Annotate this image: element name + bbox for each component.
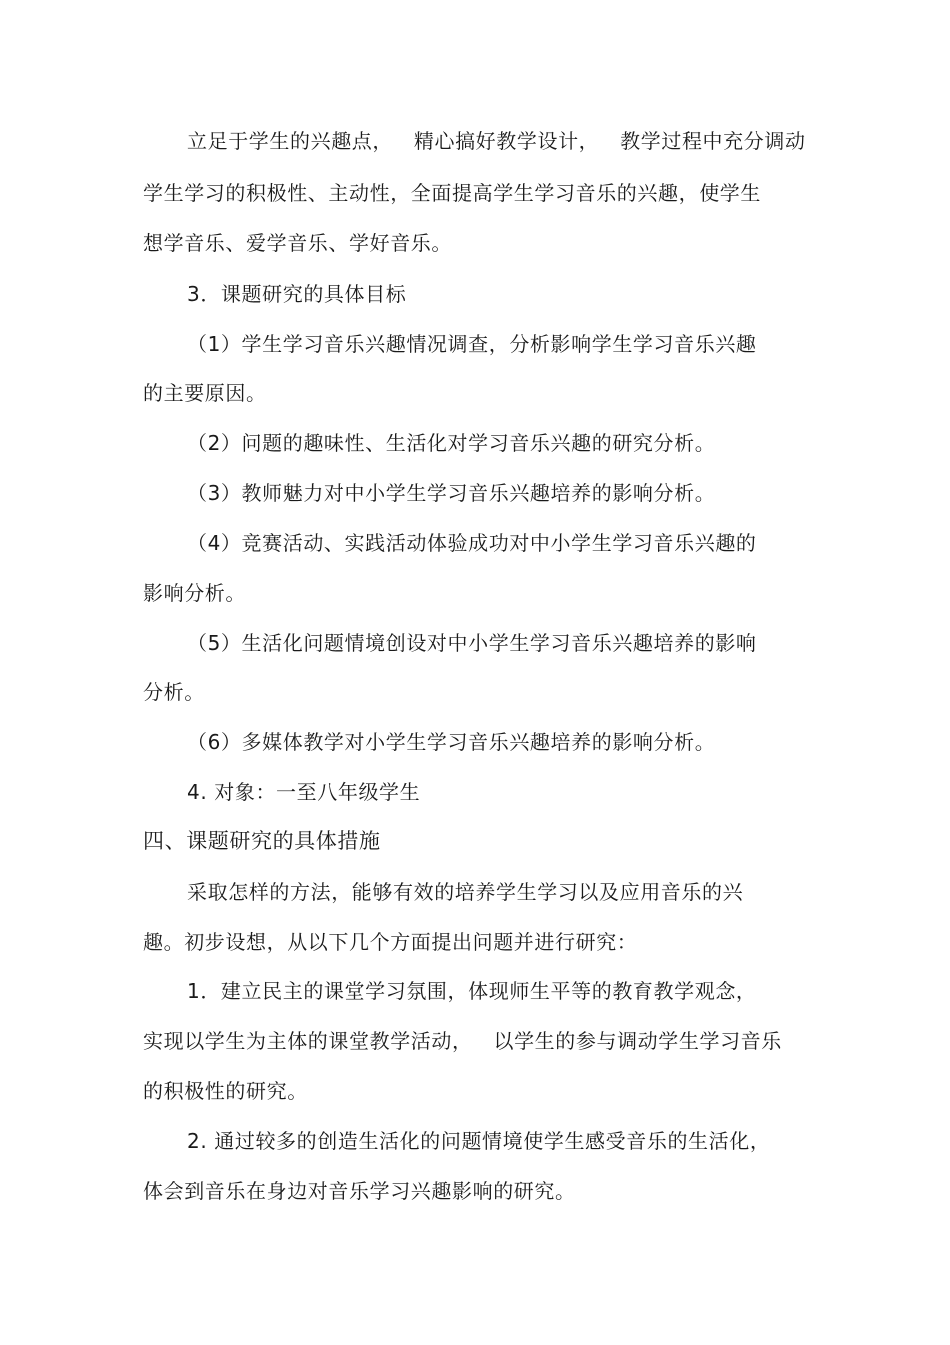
paragraph-line: 1．建立民主的课堂学习氛围，体现师生平等的教育教学观念，: [187, 979, 757, 1003]
list-item-line: （3）教师魅力对中小学生学习音乐兴趣培养的影响分析。: [187, 481, 716, 505]
list-item-line: （2）问题的趣味性、生活化对学习音乐兴趣的研究分析。: [187, 431, 716, 455]
paragraph-line: 想学音乐、爱学音乐、学好音乐。: [143, 231, 452, 255]
paragraph-line: 采取怎样的方法，能够有效的培养学生学习以及应用音乐的兴: [187, 880, 744, 904]
list-item-line: 影响分析。: [143, 581, 246, 605]
paragraph-line: 的积极性的研究。: [143, 1079, 308, 1103]
list-item-line: 的主要原因。: [143, 381, 267, 405]
paragraph-line: 学生学习的积极性、主动性，全面提高学生学习音乐的兴趣，使学生: [143, 181, 761, 205]
list-item-line: 分析。: [143, 680, 205, 704]
list-item-line: （6）多媒体教学对小学生学习音乐兴趣培养的影响分析。: [187, 730, 716, 754]
paragraph-line: 立足于学生的兴趣点， 精心搞好教学设计， 教学过程中充分调动: [187, 129, 806, 153]
section-subheading: 3．课题研究的具体目标: [187, 282, 407, 306]
section-subheading: 4. 对象：一至八年级学生: [187, 780, 421, 804]
paragraph-line: 趣。初步设想，从以下几个方面提出问题并进行研究：: [143, 930, 638, 954]
section-heading: 四、课题研究的具体措施: [143, 829, 381, 853]
paragraph-line: 2. 通过较多的创造生活化的问题情境使学生感受音乐的生活化，: [187, 1129, 771, 1153]
paragraph-line: 体会到音乐在身边对音乐学习兴趣影响的研究。: [143, 1179, 576, 1203]
list-item-line: （4）竞赛活动、实践活动体验成功对中小学生学习音乐兴趣的: [187, 531, 757, 555]
list-item-line: （1）学生学习音乐兴趣情况调查，分析影响学生学习音乐兴趣: [187, 332, 757, 356]
list-item-line: （5）生活化问题情境创设对中小学生学习音乐兴趣培养的影响: [187, 631, 757, 655]
paragraph-line: 实现以学生为主体的课堂教学活动， 以学生的参与调动学生学习音乐: [143, 1029, 782, 1053]
